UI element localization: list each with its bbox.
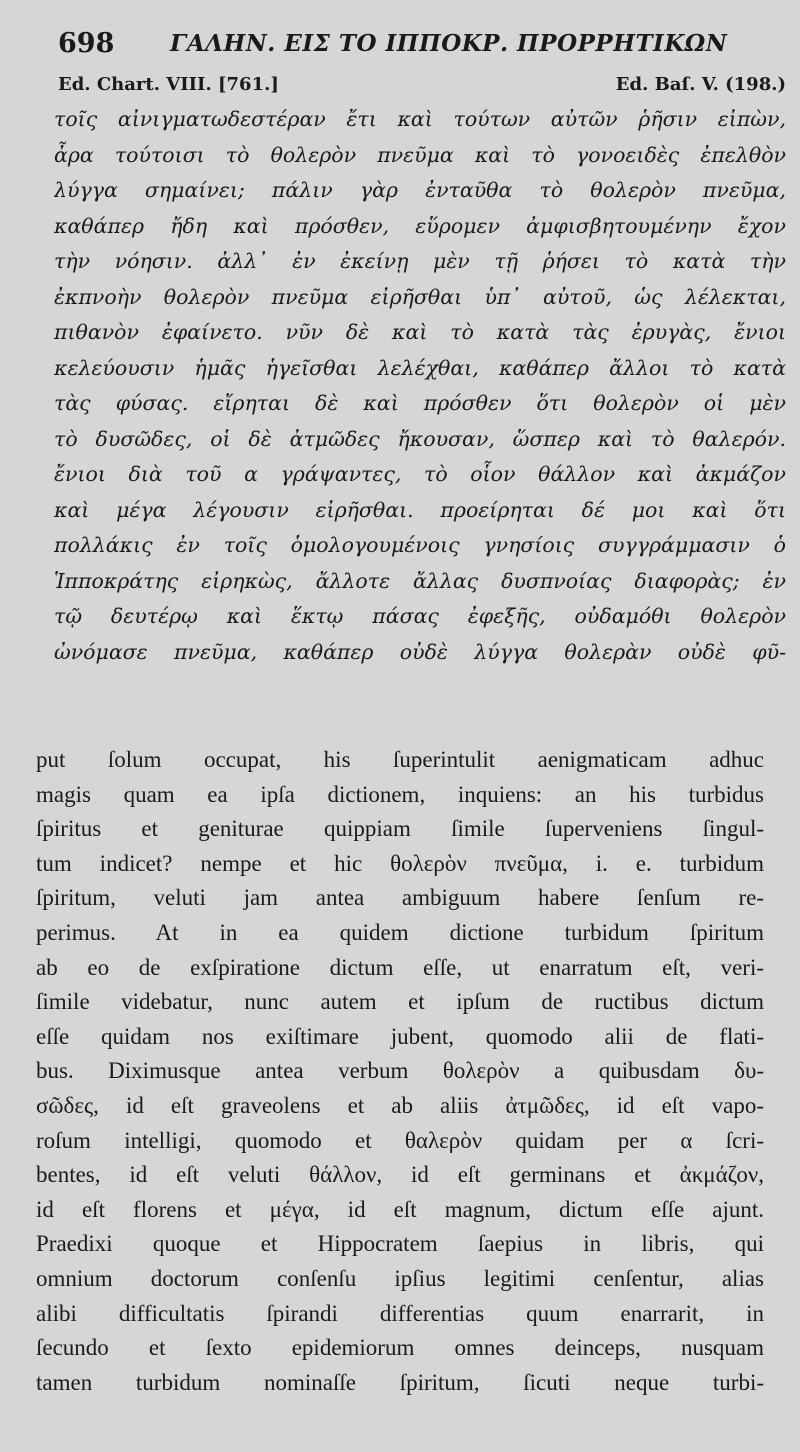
greek-line: πολλάκις ἐν τοῖς ὁμολογουμένοις γνησίοις συγγράμμασιν ὁ <box>54 533 786 557</box>
greek-line: ὠνόμασε πνεῦμα, καθάπερ οὐδὲ λύγγα θολερὰν οὐδὲ φῦ- <box>54 639 786 664</box>
latin-text-block <box>36 743 764 1400</box>
latin-line: perimus. At in ea quidem dictione turbidum ſpiritum <box>36 919 764 945</box>
edition-right: Ed. Baſ. V. (198.) <box>615 74 786 95</box>
greek-line: κελεύουσιν ἡμᾶς ἡγεῖσθαι λελέχθαι, καθάπερ ἄλλοι τὸ κατὰ <box>54 355 786 380</box>
greek-line: ἆρα τούτοισι τὸ θολερὸν πνεῦμα καὶ τὸ γονοειδὲς ἐπελθὸν <box>54 142 786 167</box>
greek-line: καθάπερ ἤδη καὶ πρόσθεν, εὕρομεν ἀμφισβητουμένην ἔχον <box>54 213 786 238</box>
latin-line: σῶδες, id eſt graveolens et ab aliis ἀτμῶδες, id eſt vapo- <box>36 1092 764 1118</box>
greek-line: πιθανὸν ἐφαίνετο. νῦν δὲ καὶ τὸ κατὰ τὰς ἐρυγὰς, ἔνιοι <box>54 320 786 344</box>
latin-line: alibi difficultatis ſpirandi differentias quum enarrarit, in <box>36 1300 764 1326</box>
latin-line: bentes, id eſt veluti θάλλον, id eſt germinans et ἀκμάζον, <box>36 1162 764 1188</box>
latin-line: ſpiritus et geniturae quippiam ſimile ſuperveniens ſingul- <box>36 816 764 842</box>
greek-text-block <box>54 102 786 670</box>
greek-line: Ἱπποκράτης εἰρηκὼς, ἄλλοτε ἄλλας δυσπνοίας διαφορὰς; ἐν <box>54 568 786 593</box>
greek-line: τῷ δευτέρῳ καὶ ἕκτῳ πάσας ἐφεξῆς, οὐδαμόθι θολερὸν <box>54 604 786 628</box>
running-title: ΓΑΛΗΝ. ΕΙΣ ΤΟ ΙΠΠΟΚΡ. ΠΡΟΡΡΗΤΙΚΩΝ <box>170 30 728 57</box>
greek-line: τὴν νόησιν. ἀλλ᾽ ἐν ἐκείνῃ μὲν τῇ ῥήσει τὸ κατὰ τὴν <box>54 249 786 273</box>
latin-line: ſimile videbatur, nunc autem et ipſum de ructibus dictum <box>36 989 764 1015</box>
latin-line: tamen turbidum nominaſſe ſpiritum, ſicuti neque turbi- <box>36 1369 764 1395</box>
latin-line: eſſe quidam nos exiſtimare jubent, quomodo alii de flati- <box>36 1023 764 1049</box>
page-number: 698 <box>58 28 115 59</box>
greek-line: καὶ μέγα λέγουσιν εἰρῆσθαι. προείρηται δέ μοι καὶ ὅτι <box>54 497 786 522</box>
greek-line: ἔνιοι διὰ τοῦ α γράψαντες, τὸ οἷον θάλλον καὶ ἀκμάζον <box>54 462 786 486</box>
greek-line: τὸ δυσῶδες, οἱ δὲ ἀτμῶδες ἤκουσαν, ὥσπερ καὶ τὸ θαλερόν. <box>54 426 786 451</box>
latin-line: id eſt florens et μέγα, id eſt magnum, dictum eſſe ajunt. <box>36 1196 764 1222</box>
latin-line: magis quam ea ipſa dictionem, inquiens: an his turbidus <box>36 781 764 807</box>
greek-line: λύγγα σημαίνει; πάλιν γὰρ ἐνταῦθα τὸ θολερὸν πνεῦμα, <box>54 178 786 202</box>
latin-line: Praedixi quoque et Hippocratem ſaepius in libris, qui <box>36 1231 764 1257</box>
latin-line: ſpiritum, veluti jam antea ambiguum habere ſenſum re- <box>36 885 764 911</box>
edition-left: Ed. Chart. VIII. [761.] <box>58 74 279 95</box>
latin-line: put ſolum occupat, his ſuperintulit aenigmaticam adhuc <box>36 747 764 772</box>
latin-line: ab eo de exſpiratione dictum eſſe, ut enarratum eſt, veri- <box>36 954 764 980</box>
latin-line: ſecundo et ſexto epidemiorum omnes deinceps, nusquam <box>36 1335 764 1361</box>
edition-line <box>58 74 786 100</box>
latin-line: tum indicet? nempe et hic θολερὸν πνεῦμα, i. e. turbidum <box>36 850 764 876</box>
page-header <box>58 28 730 68</box>
greek-line: τὰς φύσας. εἴρηται δὲ καὶ πρόσθεν ὅτι θολερὸν οἱ μὲν <box>54 391 786 415</box>
greek-line: τοῖς αἰνιγματωδεστέραν ἔτι καὶ τούτων αὐτῶν ῥῆσιν εἰπὼν, <box>54 107 786 131</box>
greek-line: ἐκπνοὴν θολερὸν πνεῦμα εἰρῆσθαι ὑπ᾽ αὐτοῦ, ὡς λέλεκται, <box>54 284 786 309</box>
latin-line: roſum intelligi, quomodo et θαλερὸν quidam per α ſcri- <box>36 1127 764 1153</box>
latin-line: bus. Diximusque antea verbum θολερὸν a quibusdam δυ- <box>36 1058 764 1084</box>
latin-line: omnium doctorum conſenſu ipſius legitimi cenſentur, alias <box>36 1265 764 1291</box>
